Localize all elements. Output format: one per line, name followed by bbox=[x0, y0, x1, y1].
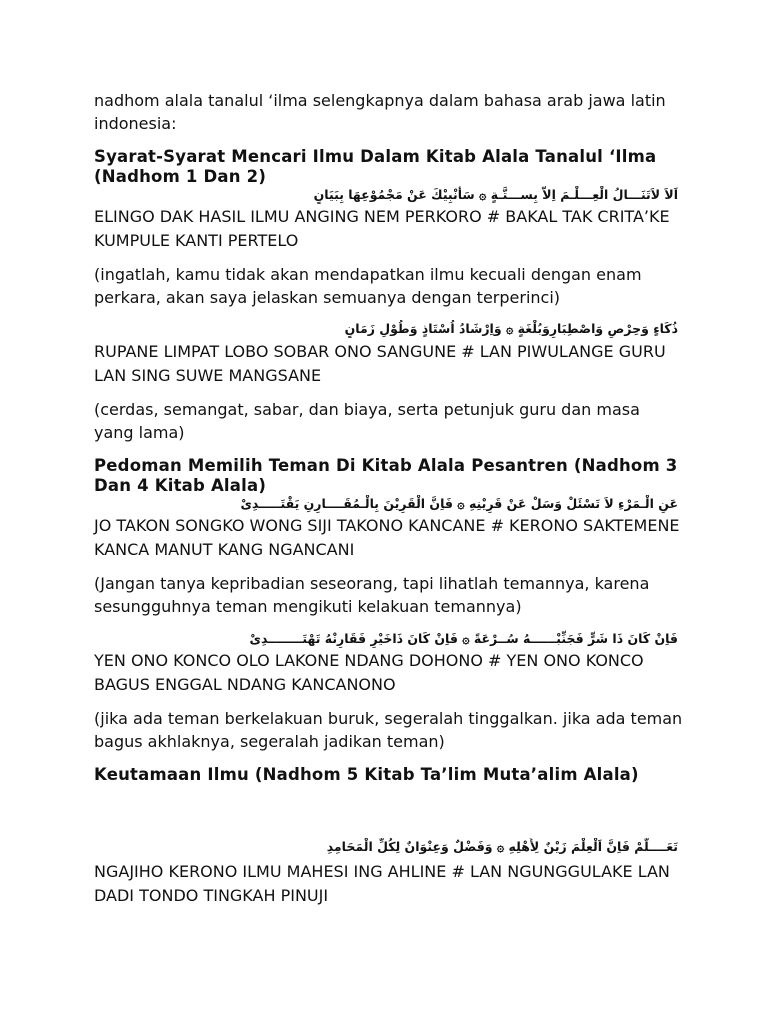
translation-verse-2: (cerdas, semangat, sabar, dan biaya, serta petunjuk guru dan masa yang lama) bbox=[94, 400, 640, 442]
javanese-verse-5: NGAJIHO KERONO ILMU MAHESI ING AHLINE # LAN NGUNGGULAKE LAN DADI TONDO TINGKAH PINUJI bbox=[94, 862, 670, 905]
arabic-verse-2: ذُكَاءٍ وَحِرْصٍ وَاصْطِبَارٍوَبُلْغَةٍ ۞ وَاِرْشَادُ اُسْتَاذٍ وَطُوْلِ زَمَانٍ bbox=[344, 321, 678, 336]
javanese-verse-2: RUPANE LIMPAT LOBO SOBAR ONO SANGUNE # LAN PIWULANGE GURU LAN SING SUWE MANGSANE bbox=[94, 342, 666, 385]
javanese-verse-3: JO TAKON SONGKO WONG SIJI TAKONO KANCANE # KERONO SAKTEMENE KANCA MANUT KANG NGANCANI bbox=[94, 516, 680, 559]
arabic-verse-4: فَاِنْ كَانَ ذَا شَرٍّ فَجَنِّبْــــــهُ سُــرْعَةً ۞ فَاِنْ كَانَ ذَاخَيْرٍ فَقَارِنْهُ تَهْتَــــــــدِىْ bbox=[249, 631, 678, 646]
arabic-verse-1: اَلاَ لاَتَنَـــالُ الْعِـــلْـمَ اِلاَّ بِســـتَّـةٍ ۞ سَأُنْبِيْكَ عَنْ مَجْمُوْعِهَا بِبَيَانٍ bbox=[313, 187, 678, 202]
arabic-verse-3: عَنِ الْـمَرْءِ لاَ تَسْئَلْ وَسَلْ عَنْ قَرِيْنِهِ ۞ فَاِنَّ الْقَرِيْنَ بِالْـمُقَــــارِنِ يَقْتَـــــدِىْ bbox=[240, 496, 678, 511]
arabic-verse-5: تَعَــــلَّمْ فَاِنَّ اَلْعِلْمَ زَيْنٌ لِأَهْلِهِ ۞ وَفَضْلٌ وَعِنْوَانٌ لِكُلِّ الْمَحَامِدِ bbox=[326, 839, 678, 854]
javanese-verse-4: YEN ONO KONCO OLO LAKONE NDANG DOHONO # YEN ONO KONCO BAGUS ENGGAL NDANG KANCANONO bbox=[94, 651, 644, 694]
section-heading-pedoman: Pedoman Memilih Teman Di Kitab Alala Pesantren (Nadhom 3 Dan 4 Kitab Alala) bbox=[94, 456, 678, 495]
section-heading-keutamaan: Keutamaan Ilmu (Nadhom 5 Kitab Ta’lim Muta’alim Alala) bbox=[94, 765, 639, 784]
translation-verse-1: (ingatlah, kamu tidak akan mendapatkan ilmu kecuali dengan enam perkara, akan saya jelaskan semuanya dengan terperinci) bbox=[94, 265, 642, 307]
intro-paragraph: nadhom alala tanalul ‘ilma selengkapnya dalam bahasa arab jawa latin indonesia: bbox=[94, 91, 666, 133]
section-heading-syarat: Syarat-Syarat Mencari Ilmu Dalam Kitab Alala Tanalul ‘Ilma (Nadhom 1 Dan 2) bbox=[94, 147, 657, 186]
javanese-verse-1: ELINGO DAK HASIL ILMU ANGING NEM PERKORO # BAKAL TAK CRITA’KE KUMPULE KANTI PERTELO bbox=[94, 207, 670, 250]
translation-verse-4: (jika ada teman berkelakuan buruk, segeralah tinggalkan. jika ada teman bagus akhlaknya, segeralah jadikan teman) bbox=[94, 709, 683, 751]
translation-verse-3: (Jangan tanya kepribadian seseorang, tapi lihatlah temannya, karena sesungguhnya teman mengikuti kelakuan temannya) bbox=[94, 574, 650, 616]
